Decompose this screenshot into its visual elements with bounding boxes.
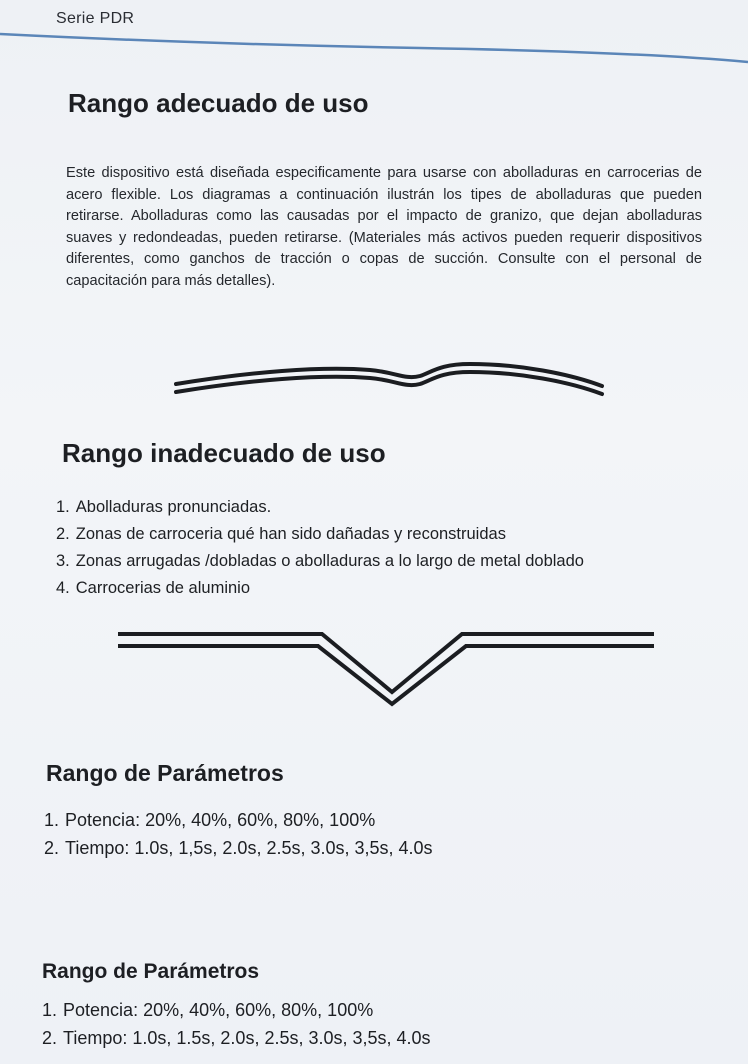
item-number: 3. bbox=[56, 552, 70, 570]
section-title-parameters-repeat: Rango de Parámetros bbox=[42, 960, 260, 983]
list-item bbox=[56, 548, 584, 575]
section-title-unsuitable-use: Rango inadecuado de uso bbox=[62, 438, 386, 468]
list-item bbox=[56, 521, 584, 548]
list-item bbox=[56, 494, 584, 521]
list-item bbox=[44, 834, 433, 862]
item-number: 4. bbox=[56, 579, 70, 597]
parameters-list bbox=[44, 806, 433, 862]
item-text: Abolladuras pronunciadas. bbox=[75, 498, 272, 516]
item-number: 2. bbox=[44, 838, 60, 858]
section-title-suitable-use: Rango adecuado de uso bbox=[68, 88, 369, 118]
item-number: 2. bbox=[42, 1028, 58, 1048]
item-text: Zonas arrugadas /dobladas o abolladuras a lo largo de metal doblado bbox=[75, 552, 584, 570]
unsuitable-use-list bbox=[56, 494, 584, 602]
list-item bbox=[44, 806, 433, 834]
smooth-dent-diagram bbox=[170, 352, 610, 400]
list-item bbox=[42, 996, 431, 1024]
item-number: 1. bbox=[42, 1000, 58, 1020]
item-text: Zonas de carroceria qué han sido dañadas y reconstruidas bbox=[75, 525, 506, 543]
series-label: Serie PDR bbox=[56, 10, 135, 27]
item-number: 1. bbox=[56, 498, 70, 516]
item-number: 2. bbox=[56, 525, 70, 543]
item-text: Tiempo: 1.0s, 1,5s, 2.0s, 2.5s, 3.0s, 3,5s, 4.0s bbox=[65, 838, 433, 858]
item-number: 1. bbox=[44, 810, 60, 830]
sharp-crease-diagram bbox=[112, 626, 660, 708]
item-text: Potencia: 20%, 40%, 60%, 80%, 100% bbox=[63, 1000, 374, 1020]
suitable-use-description: Este dispositivo está diseñada especificamente para usarse con abolladuras en carrocerias de acero flexible. Los diagramas a continuación ilustrán los tipes de abolladuras que pueden retirarse. Abolladuras como las causadas por el impacto de granizo, que dejan abolladuras suaves y redondeadas, pueden retirarse. (Materiales más activos pueden requerir dispositivos diferentes, como ganchos de tracción o copas de succión. Consulte con el personal de capacitación para más detalles). bbox=[66, 165, 702, 289]
section-title-parameters: Rango de Parámetros bbox=[46, 760, 284, 786]
item-text: Carrocerias de aluminio bbox=[75, 579, 251, 597]
item-text: Potencia: 20%, 40%, 60%, 80%, 100% bbox=[65, 810, 376, 830]
item-text: Tiempo: 1.0s, 1.5s, 2.0s, 2.5s, 3.0s, 3,5s, 4.0s bbox=[63, 1028, 431, 1048]
list-item bbox=[56, 575, 584, 602]
list-item bbox=[42, 1024, 431, 1052]
parameters-list-repeat bbox=[42, 996, 431, 1052]
